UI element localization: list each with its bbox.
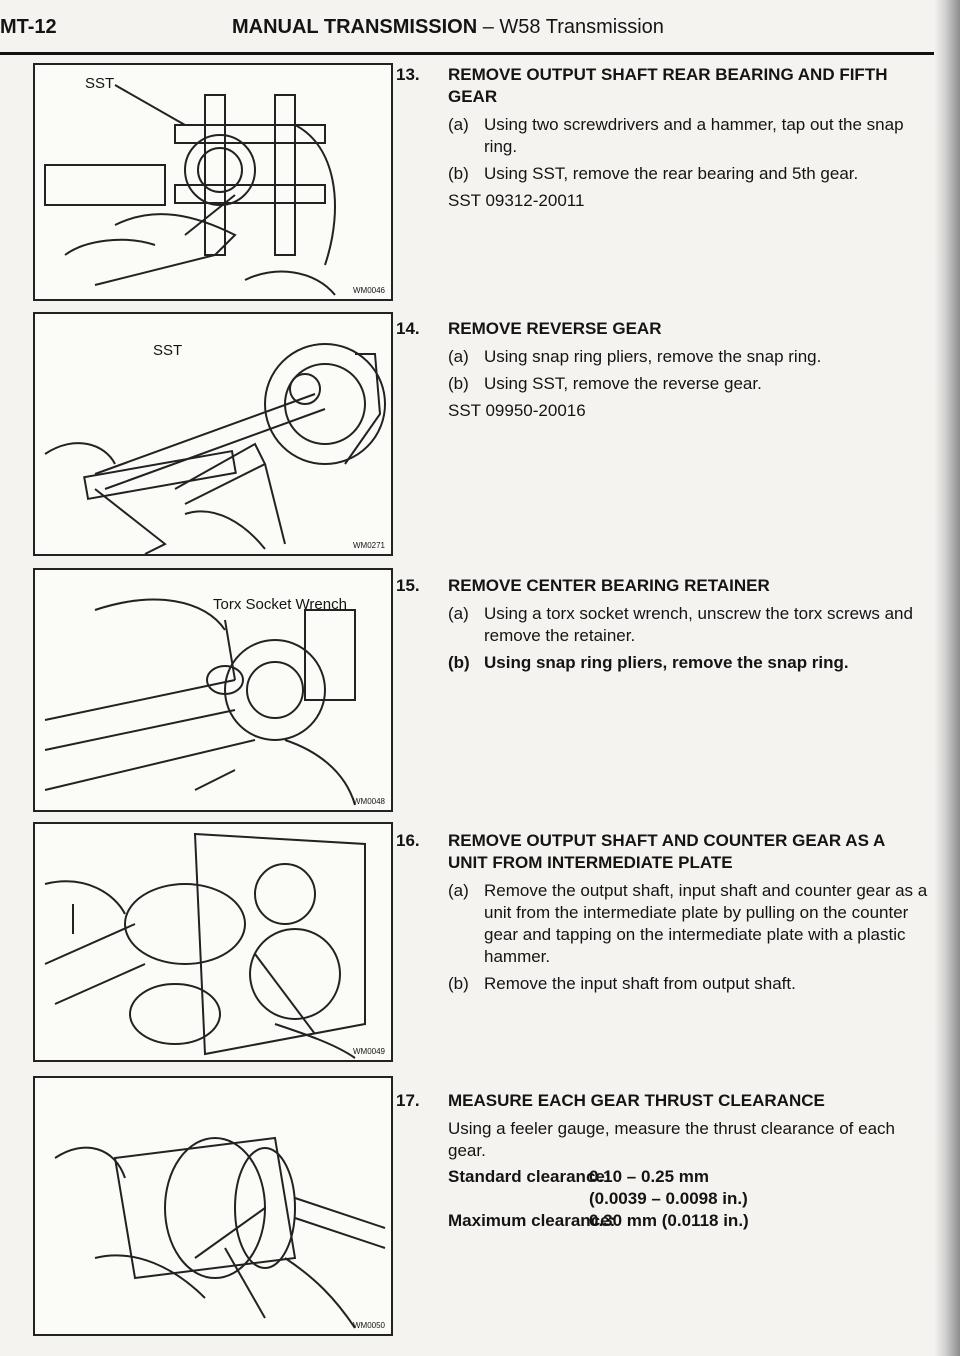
step-heading-line2: UNIT FROM INTERMEDIATE PLATE bbox=[448, 853, 733, 872]
step-number: 15. bbox=[396, 576, 420, 595]
figure-code: WM0048 bbox=[352, 797, 385, 806]
substep-letter: (b) bbox=[448, 164, 469, 183]
substep-b bbox=[396, 163, 934, 185]
substep-text: Remove the output shaft, input shaft and counter gear as a unit from the intermediate plate by pulling on the counter gear and tapping on the intermediate plate with a plastic hammer. bbox=[484, 881, 928, 966]
illustration-feeler-gauge bbox=[35, 1078, 391, 1334]
figure-code: WM0046 bbox=[352, 286, 385, 295]
substep-letter: (a) bbox=[448, 347, 469, 366]
figure-code: WM0049 bbox=[352, 1047, 385, 1056]
step-heading bbox=[396, 1090, 934, 1112]
sst-number: SST 09312-20011 bbox=[448, 191, 585, 210]
substep-text: Remove the input shaft from output shaft. bbox=[484, 974, 796, 993]
substep-text: Using snap ring pliers, remove the snap ring. bbox=[484, 653, 849, 672]
illustration-reverse-gear-puller bbox=[35, 314, 391, 554]
sst-number: SST 09950-20016 bbox=[448, 401, 586, 420]
spec-value: (0.0039 – 0.0098 in.) bbox=[589, 1189, 748, 1208]
figure-reverse-gear bbox=[33, 312, 393, 556]
substep-a bbox=[396, 603, 934, 647]
step-13 bbox=[396, 64, 934, 216]
step-heading bbox=[396, 64, 934, 108]
substep-text: Using snap ring pliers, remove the snap ring. bbox=[484, 347, 822, 366]
step-heading-line1: REMOVE OUTPUT SHAFT REAR BEARING AND FIFTH bbox=[448, 65, 888, 84]
figure-gear-thrust-clearance bbox=[33, 1076, 393, 1336]
step-heading-line1: REMOVE OUTPUT SHAFT AND COUNTER GEAR AS A bbox=[448, 831, 886, 850]
spec-label: Standard clearance: bbox=[448, 1167, 611, 1186]
step-heading-line1: REMOVE CENTER BEARING RETAINER bbox=[448, 576, 770, 595]
step-heading bbox=[396, 830, 934, 874]
step-number: 17. bbox=[396, 1091, 420, 1110]
substep-text: Using a torx socket wrench, unscrew the torx screws and remove the retainer. bbox=[484, 604, 913, 645]
step-17 bbox=[396, 1090, 934, 1232]
step-15 bbox=[396, 575, 934, 679]
substep-text: Using SST, remove the reverse gear. bbox=[484, 374, 762, 393]
substep-letter: (b) bbox=[448, 653, 470, 672]
substep-letter: (b) bbox=[448, 374, 469, 393]
step-body: Using a feeler gauge, measure the thrust clearance of each gear. bbox=[448, 1119, 895, 1160]
illustration-bearing-puller bbox=[35, 65, 391, 299]
figure-output-shaft-counter-gear bbox=[33, 822, 393, 1062]
substep-letter: (a) bbox=[448, 881, 469, 900]
substep-letter: (a) bbox=[448, 115, 469, 134]
step-heading-line1: REMOVE REVERSE GEAR bbox=[448, 319, 662, 338]
maximum-clearance-row bbox=[396, 1210, 934, 1232]
page-header bbox=[0, 12, 935, 42]
substep-letter: (b) bbox=[448, 974, 469, 993]
standard-clearance-inch-row bbox=[396, 1188, 934, 1210]
spec-value: 0.10 – 0.25 mm bbox=[589, 1167, 710, 1186]
page-number: MT-12 bbox=[0, 16, 57, 38]
spec-value: 0.30 mm (0.0118 in.) bbox=[589, 1211, 749, 1230]
illustration-gear-unit-removal bbox=[35, 824, 391, 1060]
step-16 bbox=[396, 830, 934, 1000]
step-number: 13. bbox=[396, 65, 420, 84]
section-subtitle: – W58 Transmission bbox=[482, 16, 664, 38]
step-number: 16. bbox=[396, 831, 420, 850]
substep-text: Using two screwdrivers and a hammer, tap out the snap ring. bbox=[484, 115, 904, 156]
figure-code: WM0271 bbox=[352, 541, 385, 550]
page-title bbox=[232, 16, 664, 39]
standard-clearance-row bbox=[396, 1166, 934, 1188]
substep-b bbox=[396, 973, 934, 995]
header-rule bbox=[0, 52, 935, 55]
step-number: 14. bbox=[396, 319, 420, 338]
substep-a bbox=[396, 880, 934, 968]
step-14 bbox=[396, 318, 934, 426]
figure-output-shaft-bearing bbox=[33, 63, 393, 301]
substep-b bbox=[396, 652, 934, 674]
torx-socket-wrench-label: Torx Socket Wrench bbox=[213, 596, 347, 613]
spec-label: Maximum clearance: bbox=[448, 1211, 616, 1230]
substep-b bbox=[396, 373, 934, 395]
step-heading-line1: MEASURE EACH GEAR THRUST CLEARANCE bbox=[448, 1091, 825, 1110]
step-heading bbox=[396, 318, 934, 340]
substep-letter: (a) bbox=[448, 604, 469, 623]
substep-a bbox=[396, 114, 934, 158]
sst-label: SST bbox=[153, 342, 183, 359]
sst-label: SST bbox=[85, 75, 115, 92]
step-heading-line2: GEAR bbox=[448, 87, 498, 106]
figure-center-bearing-retainer bbox=[33, 568, 393, 812]
page-edge-shadow bbox=[934, 0, 960, 1356]
figure-code: WM0050 bbox=[352, 1321, 385, 1330]
substep-a bbox=[396, 346, 934, 368]
step-heading bbox=[396, 575, 934, 597]
substep-text: Using SST, remove the rear bearing and 5th gear. bbox=[484, 164, 859, 183]
section-title: MANUAL TRANSMISSION bbox=[232, 16, 478, 38]
